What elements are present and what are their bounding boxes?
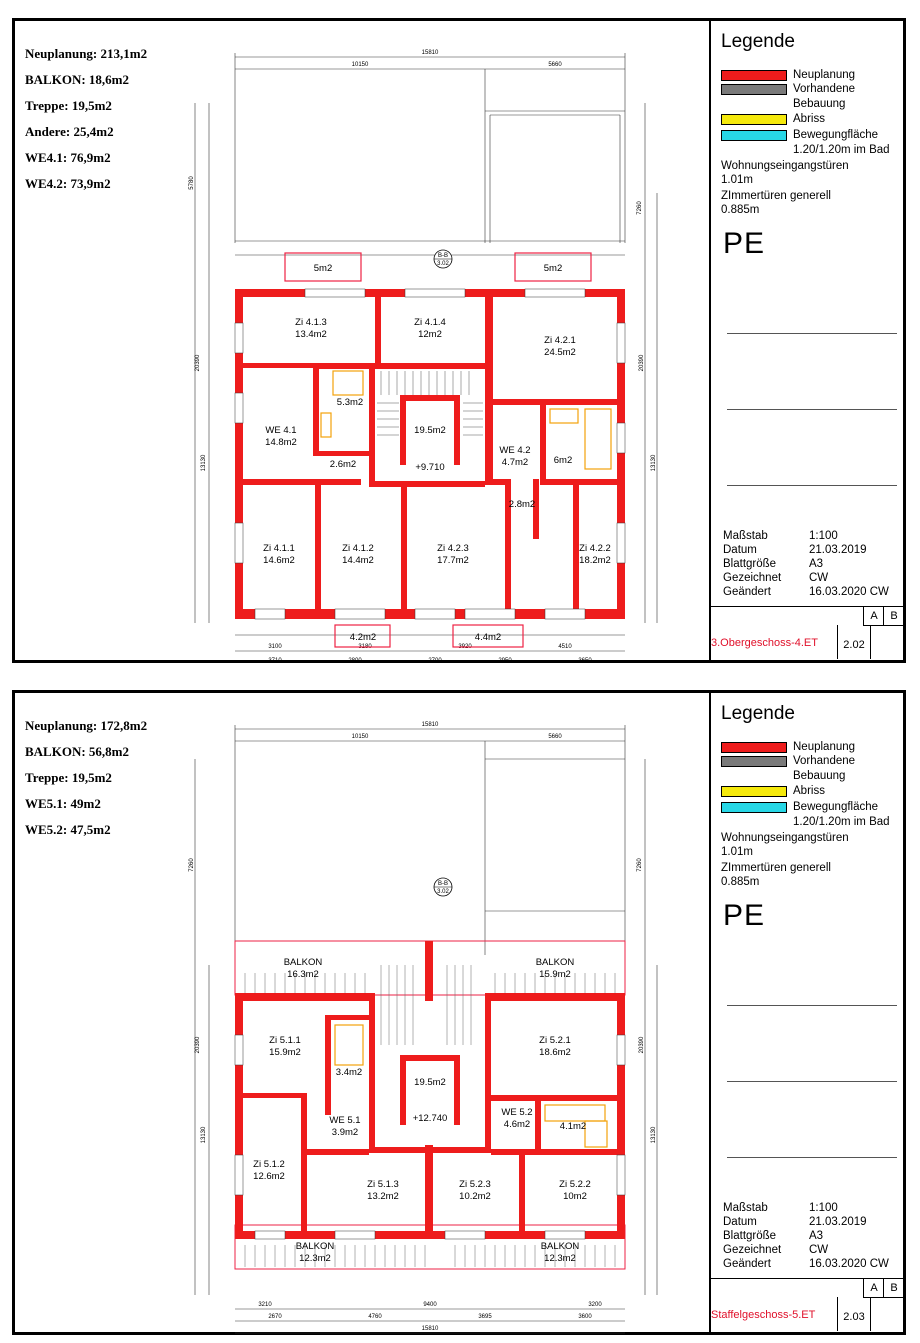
room-area: 13.2m2 (367, 1191, 399, 1202)
dim-bottom-a: 4510 (558, 644, 572, 650)
legend-swatch (721, 756, 787, 767)
level-mark: +9.710 (415, 462, 445, 473)
room-name: BALKON (540, 1241, 580, 1252)
legend-swatch (721, 786, 787, 797)
floor-plan-4et (185, 43, 665, 663)
sheet-name: Staffelgeschoss-5.ET (711, 1309, 816, 1321)
area-line: Andere: 25,4m2 (25, 124, 114, 139)
room-area: 2.6m2 (329, 459, 357, 470)
floor-plan-drawing (185, 715, 665, 1335)
divider (727, 485, 897, 486)
room-name: BALKON (283, 957, 323, 968)
meta-key: Geändert (723, 586, 771, 598)
dim-bottom-b: 2800 (348, 658, 362, 663)
room-area: 18.2m2 (579, 555, 611, 566)
area-summary (25, 713, 147, 843)
meta-value: 1:100 (809, 1202, 838, 1214)
legend-label: Bewegungfläche (793, 129, 879, 141)
area-line: BALKON: 56,8m2 (25, 744, 129, 759)
room-name: Zi 4.2.1 (544, 335, 576, 346)
divider (727, 1081, 897, 1082)
dim-top-left: 10150 (351, 62, 369, 68)
legend-label: 1.20/1.20m im Bad (793, 816, 890, 828)
room-area: 13.4m2 (295, 329, 327, 340)
level-mark: +12.740 (412, 1113, 448, 1124)
legend-note: 0.885m (721, 876, 760, 888)
room-area: 19.5m2 (414, 425, 446, 436)
room-area: 3.9m2 (331, 1127, 359, 1138)
room-area: 18.6m2 (539, 1047, 571, 1058)
legend-label: Bebauung (793, 98, 846, 110)
section-mark-bottom: 3.02 (437, 261, 449, 267)
revision-b: B (883, 607, 904, 626)
dim-top-right: 5660 (548, 62, 562, 68)
title-block (709, 606, 905, 661)
area-line: Neuplanung: 213,1m2 (25, 46, 148, 61)
dim-top-right: 5660 (548, 734, 562, 740)
dim-right-mid: 13130 (651, 454, 657, 472)
pe-label: PE (723, 899, 766, 932)
divider (727, 333, 897, 334)
legend-note: 1.01m (721, 846, 753, 858)
room-name: WE 4.2 (499, 445, 531, 456)
dim-bottom-b: 3695 (478, 1314, 492, 1320)
room-name: BALKON (295, 1241, 335, 1252)
room-name: Zi 5.1.1 (269, 1035, 301, 1046)
dim-bottom-b: 3650 (578, 658, 592, 663)
sheet-name: 3.Obergeschoss-4.ET (711, 637, 818, 649)
room-area: 5.3m2 (336, 397, 364, 408)
legend-label: Abriss (793, 785, 825, 797)
legend-note: Wohnungseingangstüren (721, 160, 849, 172)
legend-label: 1.20/1.20m im Bad (793, 144, 890, 156)
dim-bottom-a: 3180 (358, 644, 372, 650)
section-mark-top: B-B (437, 881, 449, 887)
balcony-area: 5m2 (313, 263, 333, 274)
dim-upper-right: 7260 (637, 201, 643, 215)
room-name: Zi 5.2.3 (459, 1179, 491, 1190)
legend-note: 1.01m (721, 174, 753, 186)
room-name: Zi 4.1.3 (295, 317, 327, 328)
meta-value: 1:100 (809, 530, 838, 542)
meta-key: Geändert (723, 1258, 771, 1270)
legend-label: Vorhandene (793, 83, 856, 95)
dim-bottom-a: 3200 (588, 1302, 602, 1308)
room-area: 10m2 (563, 1191, 587, 1202)
room-area: 12m2 (418, 329, 442, 340)
meta-key: Gezeichnet (723, 572, 782, 584)
meta-key: Maßstab (723, 1202, 768, 1214)
room-area: 12.3m2 (299, 1253, 331, 1264)
meta-key: Datum (723, 1216, 757, 1228)
section-mark-top: B-B (437, 253, 449, 259)
divider (727, 1005, 897, 1006)
room-name: Zi 4.1.2 (342, 543, 374, 554)
dim-top-left: 10150 (351, 734, 369, 740)
dim-bottom-a: 9400 (423, 1302, 437, 1308)
legend-note: 0.885m (721, 204, 760, 216)
legend-label: Neuplanung (793, 69, 856, 81)
legend-title: Legende (721, 703, 795, 724)
room-name: Zi 5.1.2 (253, 1159, 285, 1170)
title-block (709, 1278, 905, 1333)
dim-upper-left: 7260 (189, 858, 195, 872)
pe-label: PE (723, 227, 766, 260)
room-name: Zi 5.1.3 (367, 1179, 399, 1190)
dim-bottom-a: 3210 (258, 1302, 272, 1308)
room-area: 3.4m2 (335, 1067, 363, 1078)
dim-left-mid: 13130 (201, 454, 207, 472)
dim-top-total: 15810 (421, 50, 439, 56)
meta-value: 16.03.2020 CW (809, 1258, 889, 1270)
legend-label: Bewegungfläche (793, 801, 879, 813)
dim-bottom-b: 4760 (368, 1314, 382, 1320)
floor-plan-5et (185, 715, 665, 1335)
room-name: WE 5.2 (501, 1107, 533, 1118)
room-name: Zi 4.1.4 (414, 317, 446, 328)
balcony-area: 5m2 (543, 263, 563, 274)
dim-left-total: 20390 (195, 1036, 201, 1054)
area-line: WE5.1: 49m2 (25, 796, 101, 811)
room-area: 2.8m2 (508, 499, 536, 510)
legend-swatch (721, 84, 787, 95)
dim-bottom-b: 2700 (428, 658, 442, 663)
room-area: 15.9m2 (269, 1047, 301, 1058)
meta-value: 16.03.2020 CW (809, 586, 889, 598)
legend-swatch (721, 802, 787, 813)
room-area: 4.7m2 (501, 457, 529, 468)
room-area: 4.6m2 (503, 1119, 531, 1130)
dim-bottom-a: 3100 (268, 644, 282, 650)
balcony-area: 4.4m2 (474, 632, 502, 643)
legend-swatch (721, 130, 787, 141)
area-line: Neuplanung: 172,8m2 (25, 718, 148, 733)
meta-key: Blattgröße (723, 558, 777, 570)
dim-upper-left: 5780 (189, 176, 195, 190)
room-area: 14.8m2 (265, 437, 297, 448)
revision-a: A (863, 607, 884, 626)
legend-swatch (721, 114, 787, 125)
meta-key: Datum (723, 544, 757, 556)
dim-bottom-b: 2670 (268, 1314, 282, 1320)
room-area: 17.7m2 (437, 555, 469, 566)
meta-value: CW (809, 572, 829, 584)
dim-top-total: 15810 (421, 722, 439, 728)
meta-value: 21.03.2019 (809, 544, 867, 556)
section-mark-bottom: 3.02 (437, 889, 449, 895)
revision-b: B (883, 1279, 904, 1298)
room-area: 14.4m2 (342, 555, 374, 566)
plan-sheet-1 (12, 18, 906, 663)
balcony-area: 4.2m2 (349, 632, 377, 643)
plan-sheet-2 (12, 690, 906, 1335)
room-area: 19.5m2 (414, 1077, 446, 1088)
area-line: WE5.2: 47,5m2 (25, 822, 111, 837)
room-name: Zi 5.2.2 (559, 1179, 591, 1190)
legend-note: ZImmertüren generell (721, 190, 831, 202)
room-name: Zi 4.2.2 (579, 543, 611, 554)
dim-bottom-b: 3710 (268, 658, 282, 663)
divider (727, 409, 897, 410)
room-name: WE 5.1 (329, 1115, 361, 1126)
area-line: BALKON: 18,6m2 (25, 72, 129, 87)
room-area: 12.3m2 (544, 1253, 576, 1264)
room-area: 16.3m2 (287, 969, 319, 980)
legend-swatch (721, 70, 787, 81)
room-area: 14.6m2 (263, 555, 295, 566)
meta-key: Blattgröße (723, 1230, 777, 1242)
room-name: Zi 4.2.3 (437, 543, 469, 554)
dim-left-total: 20390 (195, 354, 201, 372)
room-name: BALKON (535, 957, 575, 968)
legend-title: Legende (721, 31, 795, 52)
legend-label: Vorhandene (793, 755, 856, 767)
room-name: WE 4.1 (265, 425, 297, 436)
area-line: Treppe: 19,5m2 (25, 770, 112, 785)
legend-label: Bebauung (793, 770, 846, 782)
dim-right-total: 20390 (639, 354, 645, 372)
dim-bottom-total: 15810 (421, 1326, 439, 1332)
legend-note: Wohnungseingangstüren (721, 832, 849, 844)
dim-bottom-b: 2950 (498, 658, 512, 663)
room-area: 24.5m2 (544, 347, 576, 358)
dim-right-mid: 13130 (651, 1126, 657, 1144)
room-area: 15.9m2 (539, 969, 571, 980)
meta-key: Gezeichnet (723, 1244, 782, 1256)
legend-label: Neuplanung (793, 741, 856, 753)
dim-left-mid: 13130 (201, 1126, 207, 1144)
area-line: WE4.1: 76,9m2 (25, 150, 111, 165)
legend-label: Abriss (793, 113, 825, 125)
legend-panel (709, 21, 903, 660)
sheet-number: 2.03 (837, 1297, 871, 1331)
legend-swatch (721, 742, 787, 753)
room-name: Zi 5.2.1 (539, 1035, 571, 1046)
area-summary (25, 41, 147, 197)
room-area: 4.1m2 (559, 1121, 587, 1132)
room-area: 10.2m2 (459, 1191, 491, 1202)
sheet-number: 2.02 (837, 625, 871, 659)
meta-key: Maßstab (723, 530, 768, 542)
divider (727, 1157, 897, 1158)
room-area: 12.6m2 (253, 1171, 285, 1182)
dim-bottom-a: 3920 (458, 644, 472, 650)
room-name: Zi 4.1.1 (263, 543, 295, 554)
meta-value: A3 (809, 558, 824, 570)
floor-plan-drawing (185, 43, 665, 663)
dim-upper-right: 7260 (637, 858, 643, 872)
room-area: 6m2 (553, 455, 573, 466)
revision-a: A (863, 1279, 884, 1298)
dim-right-total: 20390 (639, 1036, 645, 1054)
area-line: Treppe: 19,5m2 (25, 98, 112, 113)
legend-note: ZImmertüren generell (721, 862, 831, 874)
meta-value: 21.03.2019 (809, 1216, 867, 1228)
legend-panel (709, 693, 903, 1332)
area-line: WE4.2: 73,9m2 (25, 176, 111, 191)
dim-bottom-b: 3600 (578, 1314, 592, 1320)
meta-value: CW (809, 1244, 829, 1256)
meta-value: A3 (809, 1230, 824, 1242)
